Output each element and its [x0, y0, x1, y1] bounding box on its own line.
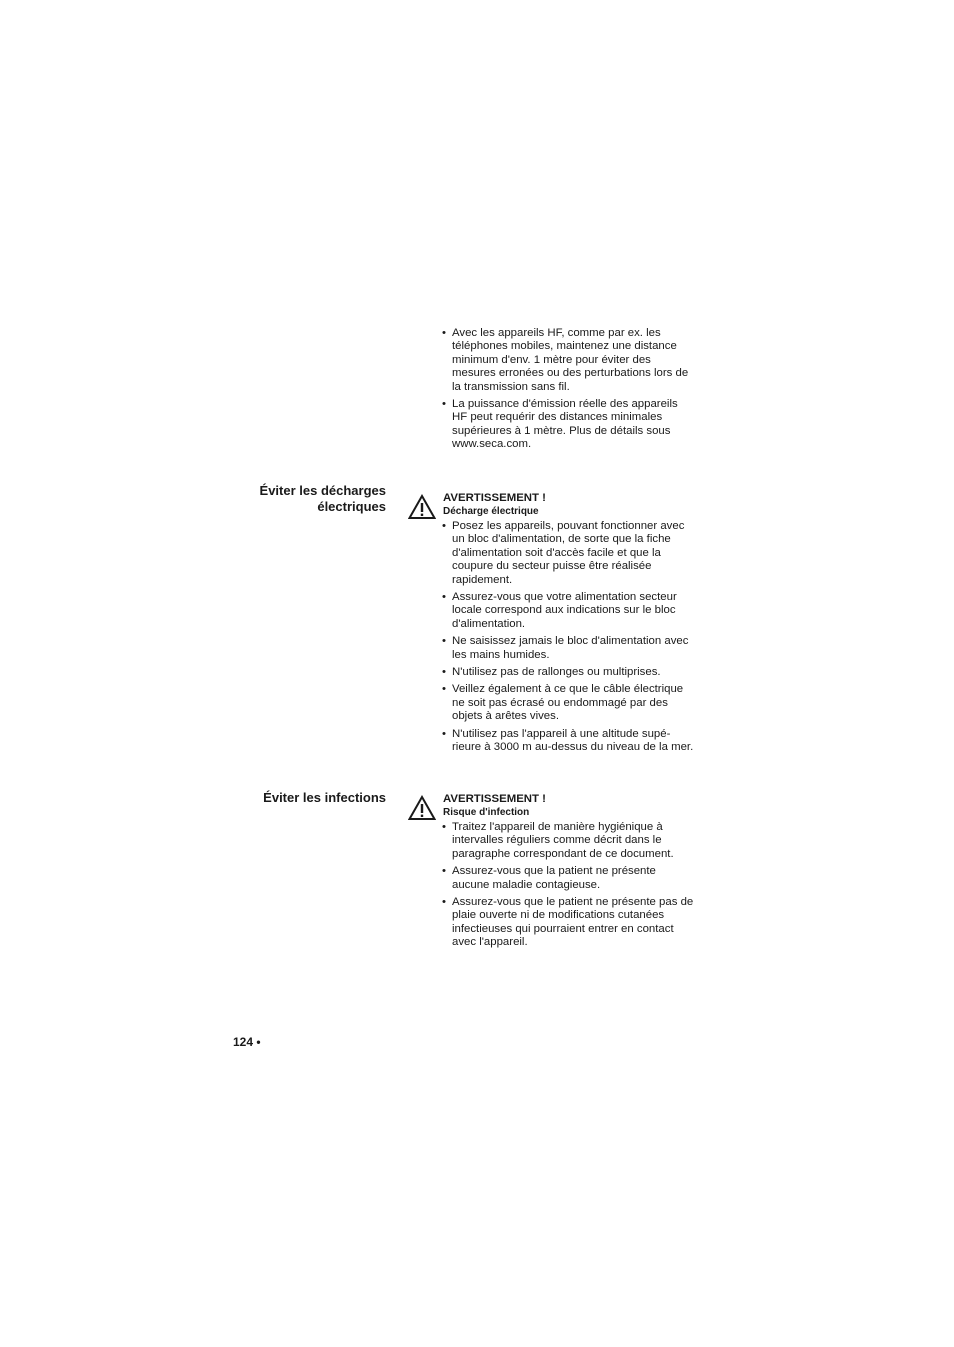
list-item: • Avec les appareils HF, comme par ex. les téléphones mobiles, maintenez une distance minimum d'env. 1 mètre pour éviter des mesures erronées ou des perturbations lors de la transmission sans fil. [442, 327, 694, 394]
list-item: • Posez les appareils, pouvant fonctionner avec un bloc d'alimentation, de sorte que la fiche d'alimentation soit d'accès facile et que la coupure du secteur puisse être réalisée rapidement. [442, 520, 694, 587]
list-item: • N'utilisez pas l'appareil à une altitude supé-rieure à 3000 m au-dessus du niveau de la mer. [442, 728, 694, 755]
list-item: • Assurez-vous que le patient ne présente pas de plaie ouverte ni de modifications cutanées infectieuses qui pourraient entrer en contact avec l'appareil. [442, 896, 694, 950]
warning-subtitle: Risque d'infection [443, 807, 530, 818]
warning-subtitle: Décharge électrique [443, 506, 539, 517]
page-number: 124 • [233, 1035, 261, 1049]
warning-triangle-icon [408, 795, 436, 821]
list-item: • Assurez-vous que la patient ne présente aucune maladie contagieuse. [442, 865, 694, 892]
list-item: • Traitez l'appareil de manière hygiénique à intervalles réguliers comme décrit dans le paragraphe correspondant de ce document. [442, 821, 694, 861]
warning-title: AVERTISSEMENT ! [443, 492, 546, 504]
intro-bullet-list [442, 327, 694, 456]
list-item: • N'utilisez pas de rallonges ou multiprises. [442, 666, 694, 679]
section-heading-line: Éviter les infections [263, 790, 386, 805]
list-item: • Ne saisissez jamais le bloc d'alimentation avec les mains humides. [442, 635, 694, 662]
electric-bullet-list [442, 520, 694, 759]
infection-bullet-list [442, 821, 694, 954]
section-heading-electric [226, 483, 386, 515]
section-heading-line: électriques [317, 499, 386, 514]
list-item: • Assurez-vous que votre alimentation secteur locale correspond aux indications sur le bloc d'alimentation. [442, 591, 694, 631]
section-heading-line: Éviter les décharges [259, 483, 386, 498]
list-item: • La puissance d'émission réelle des appareils HF peut requérir des distances minimales supérieures à 1 mètre. Plus de détails sous www.seca.com. [442, 398, 694, 452]
warning-triangle-icon [408, 494, 436, 520]
section-heading-infections [226, 790, 386, 806]
list-item: • Veillez également à ce que le câble électrique ne soit pas écrasé ou endommagé par des objets à arêtes vives. [442, 683, 694, 723]
warning-title: AVERTISSEMENT ! [443, 793, 546, 805]
